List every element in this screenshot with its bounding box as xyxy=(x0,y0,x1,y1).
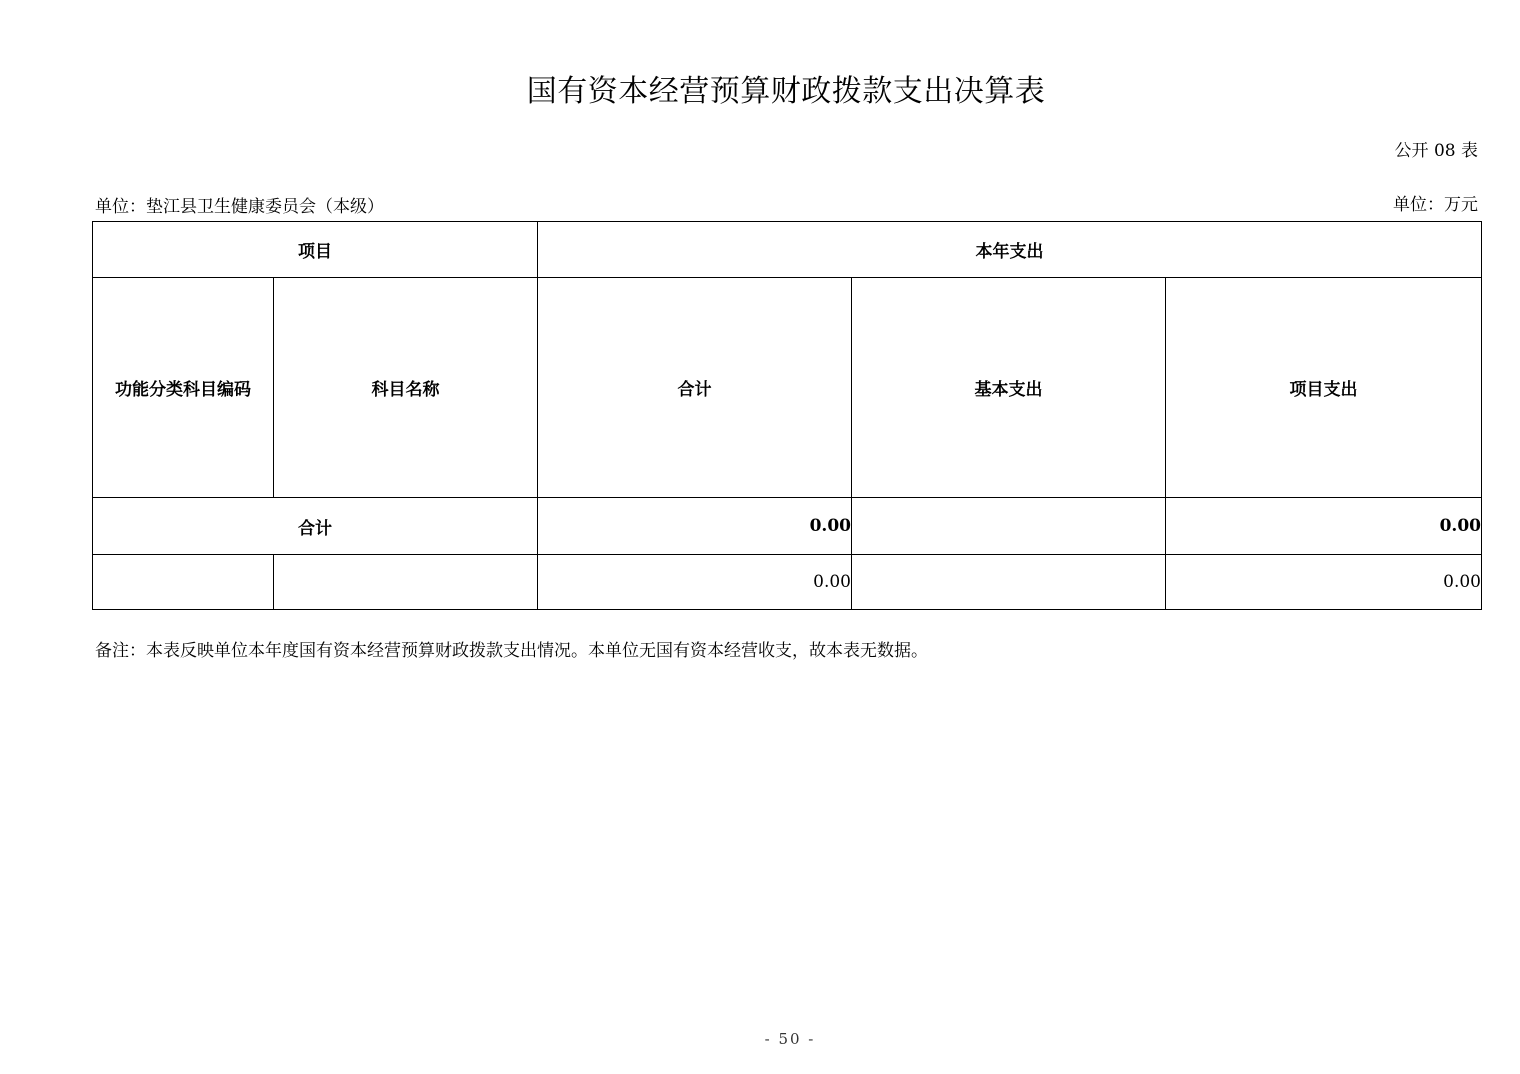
unit-currency: 单位：万元 xyxy=(1393,195,1478,215)
col-basic-header: 基本支出 xyxy=(852,278,1166,498)
footnote: 备注：本表反映单位本年度国有资本经营预算财政拨款支出情况。本单位无国有资本经营收支，故本表无数据。 xyxy=(95,641,928,661)
total-row-total: 0.00 xyxy=(538,498,852,555)
total-row-label: 合计 xyxy=(93,498,538,555)
col-project-header: 项目支出 xyxy=(1166,278,1482,498)
total-row-project: 0.00 xyxy=(1166,498,1482,555)
row-project: 0.00 xyxy=(1166,555,1482,610)
expenditure-table xyxy=(92,221,1482,610)
col-total-header: 合计 xyxy=(538,278,852,498)
table-row xyxy=(93,555,1482,610)
page-title: 国有资本经营预算财政拨款支出决算表 xyxy=(526,74,1046,109)
row-total: 0.00 xyxy=(538,555,852,610)
row-code xyxy=(93,555,274,610)
header-row-top xyxy=(93,222,1482,278)
form-number: 公开 08 表 xyxy=(1394,141,1478,161)
row-name xyxy=(274,555,538,610)
page-number: - 50 - xyxy=(764,1030,816,1048)
header-year-expense: 本年支出 xyxy=(538,222,1482,278)
unit-organization: 单位：垫江县卫生健康委员会（本级） xyxy=(95,197,384,217)
header-row-columns xyxy=(93,278,1482,498)
total-row-basic xyxy=(852,498,1166,555)
total-row xyxy=(93,498,1482,555)
col-code-header: 功能分类科目编码 xyxy=(93,278,274,498)
row-basic xyxy=(852,555,1166,610)
header-project: 项目 xyxy=(93,222,538,278)
col-name-header: 科目名称 xyxy=(274,278,538,498)
